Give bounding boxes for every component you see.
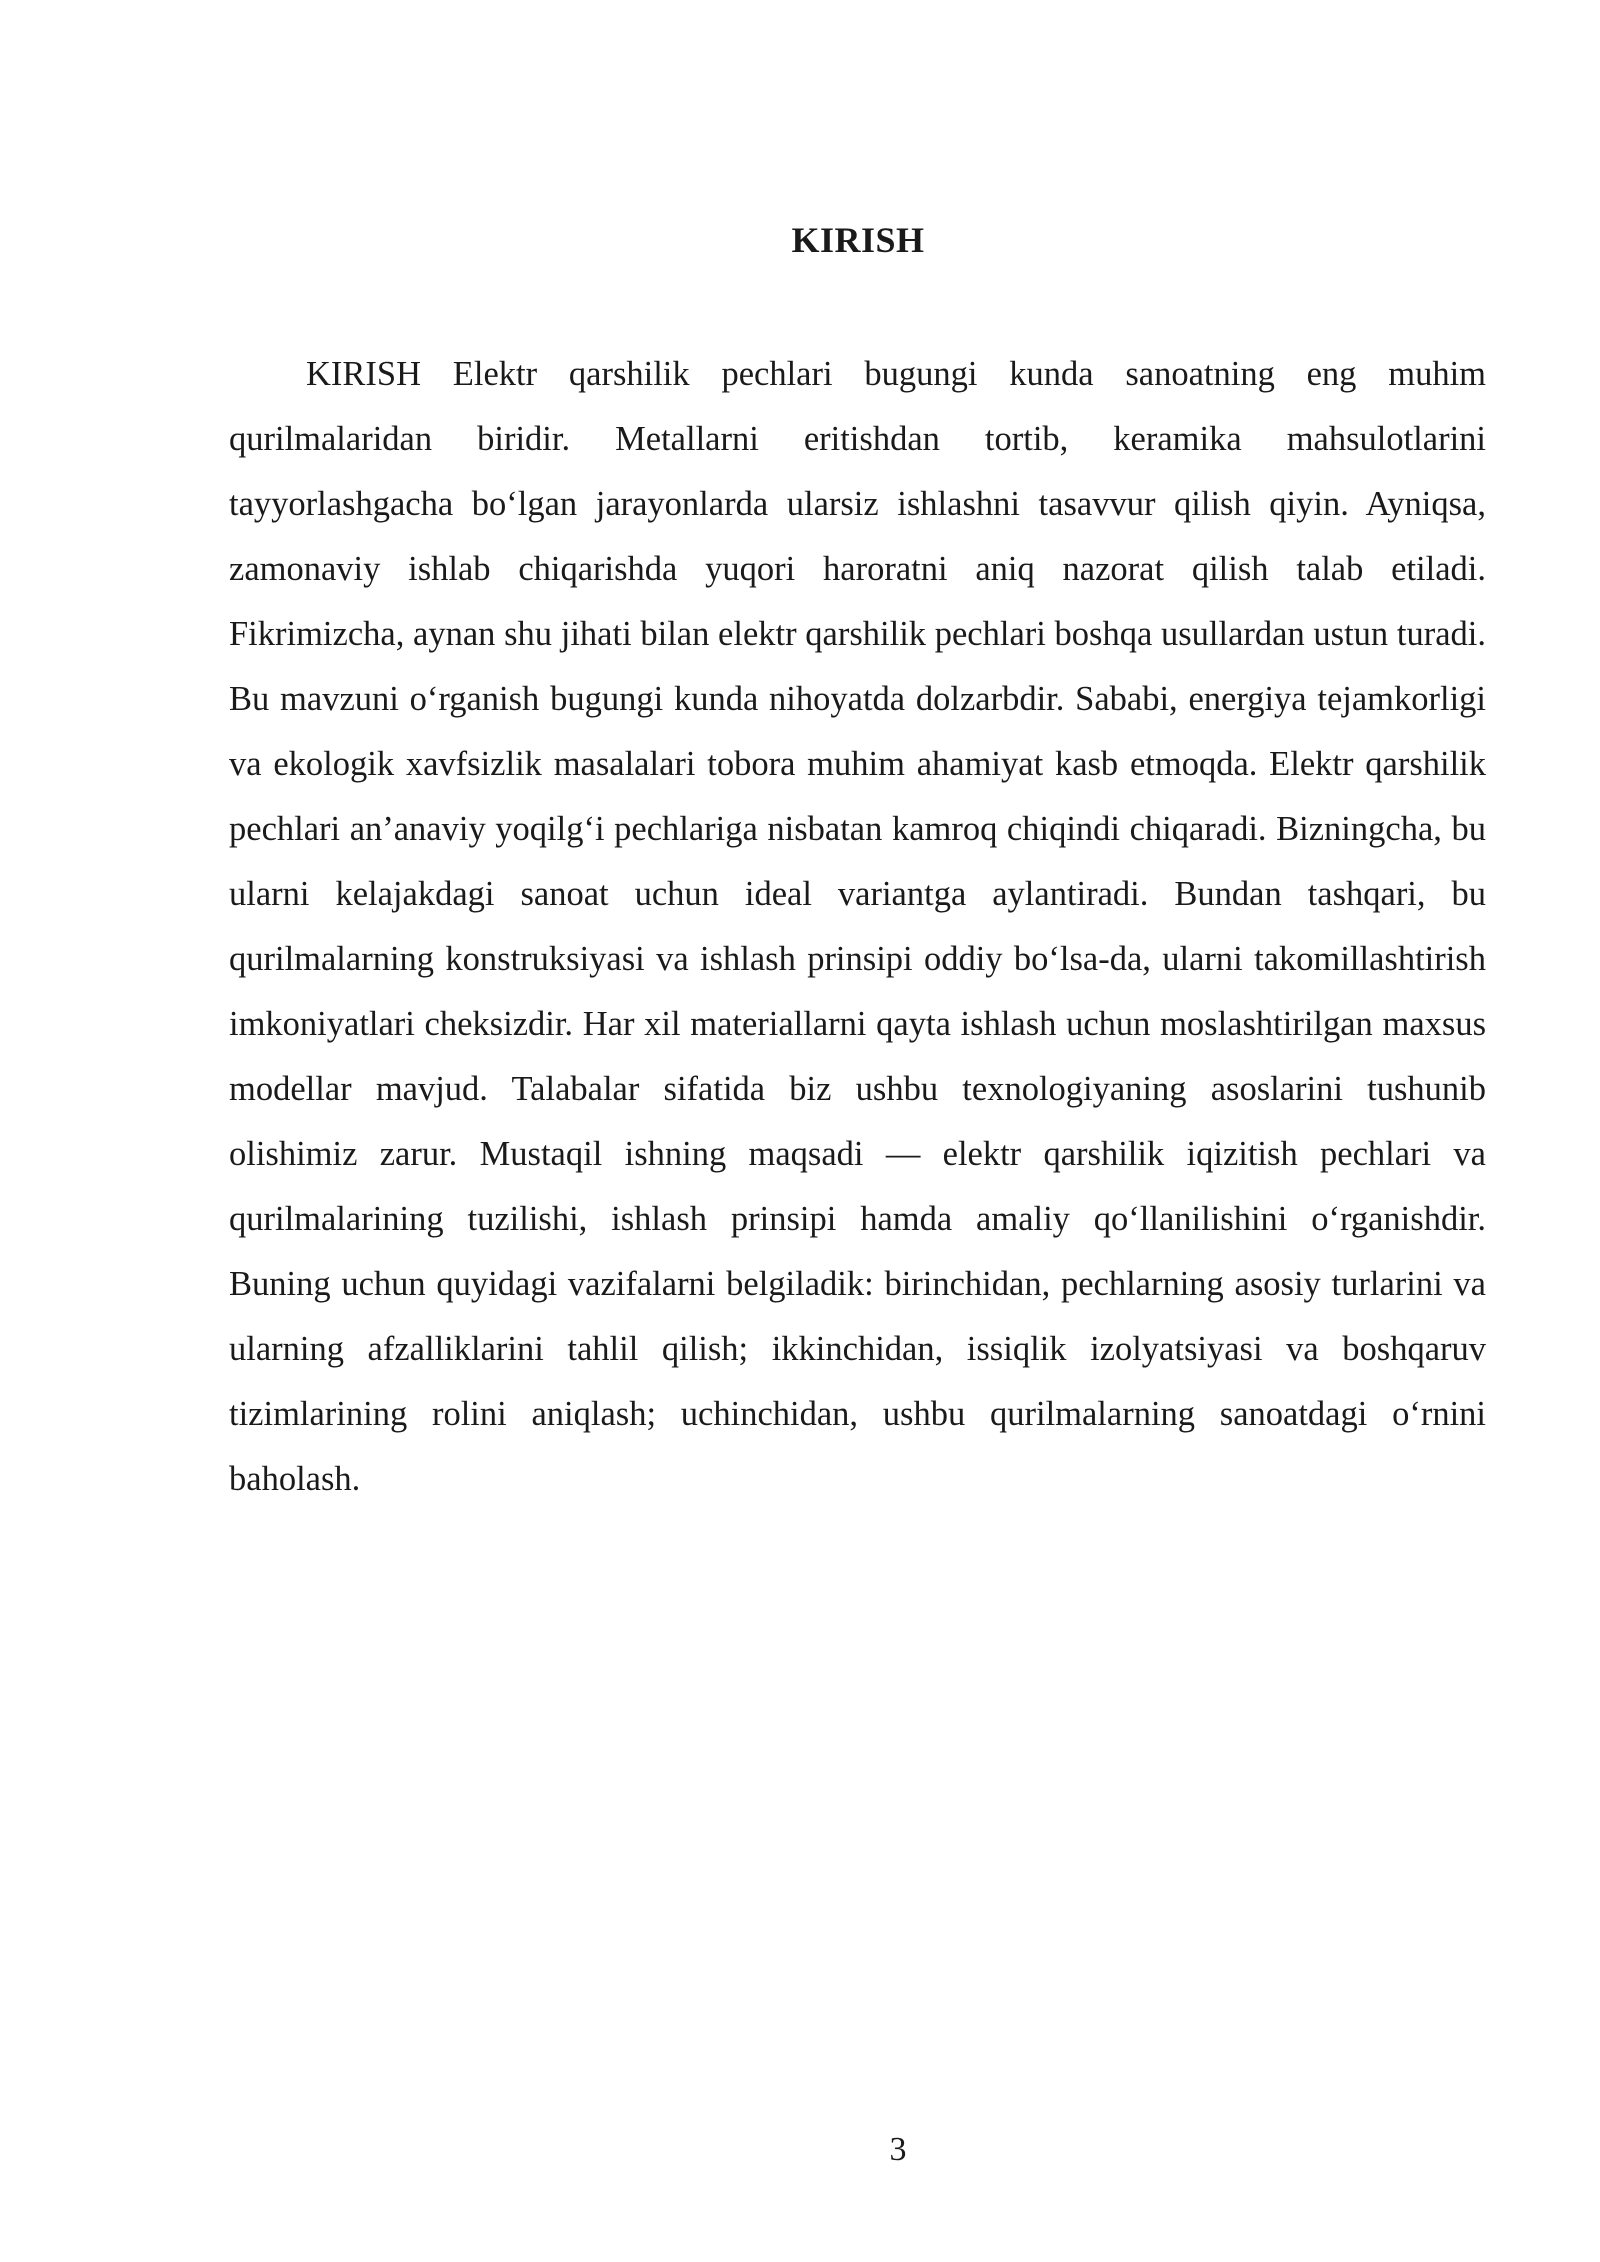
body-paragraph: KIRISH Elektr qarshilik pechlari bugungi kunda sanoatning eng muhim qurilmalaridan biridir. Metallarni eritishdan tortib, keramika mahsulotlarini tayyorlashgacha bo‘lgan jarayonlarda ularsiz ishlashni tasavvur qilish qiyin. Ayniqsa, zamonaviy ishlab chiqarishda yuqori haroratni aniq nazorat qilish talab etiladi. Fikrimizcha, aynan shu jihati bilan elektr qarshilik pechlari boshqa usullardan ustun turadi. Bu mavzuni o‘rganish bugungi kunda nihoyatda dolzarbdir. Sababi, energiya tejamkorligi va ekologik xavfsizlik masalalari tobora muhim ahamiyat kasb etmoqda. Elektr qarshilik pechlari an’anaviy yoqilg‘i pechlariga nisbatan kamroq chiqindi chiqaradi. Bizningcha, bu ularni kelajakdagi sanoat uchun ideal variantga aylantiradi. Bundan tashqari, bu qurilmalarning konstruksiyasi va ishlash prinsipi oddiy bo‘lsa-da, ularni takomillashtirish imkoniyatlari cheksizdir. Har xil materiallarni qayta ishlash uchun moslashtirilgan maxsus modellar mavjud. Talabalar sifatida biz ushbu texnologiyaning asoslarini tushunib olishimiz zarur. Mustaqil ishning maqsadi — elektr qarshilik iqizitish pechlari va qurilmalarining tuzilishi, ishlash prinsipi hamda amaliy qo‘llanilishini o‘rganishdir. Buning uchun quyidagi vazifalarni belgiladik: birinchidan, pechlarning asosiy turlarini va ularning afzalliklarini tahlil qilish; ikkinchidan, issiqlik izolyatsiyasi va boshqaruv tizimlarining rolini aniqlash; uchinchidan, ushbu qurilmalarning sanoatdagi o‘rnini baholash. — [229, 355, 1486, 1498]
page-number: 3 — [889, 2131, 907, 2168]
section-title: KIRISH — [791, 220, 925, 260]
